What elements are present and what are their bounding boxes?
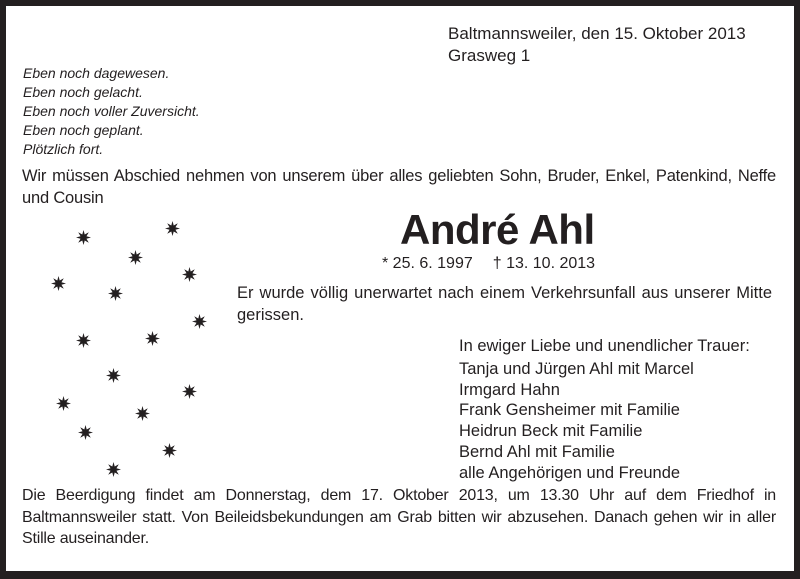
mourner-name: Tanja und Jürgen Ahl mit Marcel bbox=[459, 359, 694, 378]
poem-line: Eben noch geplant. bbox=[23, 122, 144, 138]
mourner-name: Frank Gensheimer mit Familie bbox=[459, 401, 680, 420]
eight-pointed-star-icon bbox=[162, 443, 177, 458]
eight-pointed-star-icon bbox=[108, 286, 123, 301]
intro-text: Wir müssen Abschied nehmen von unserem über alles geliebten Sohn, Bruder, Enkel, Patenkind, Neffe und Cousin bbox=[22, 167, 776, 207]
poem-line: Eben noch voller Zuversicht. bbox=[23, 103, 200, 119]
eight-pointed-star-icon bbox=[106, 368, 121, 383]
death-date: † 13. 10. 2013 bbox=[492, 255, 596, 272]
eight-pointed-star-icon bbox=[182, 384, 197, 399]
funeral-info: Die Beerdigung findet am Donnerstag, dem 17. Oktober 2013, um 13.30 Uhr auf dem Friedhof in Baltmannsweiler statt. Von Beileidsbekundungen am Grab bitten wir abzusehen. Danach gehen wir in aller Stille auseinander. bbox=[22, 487, 776, 547]
poem-line: Eben noch dagewesen. bbox=[23, 65, 170, 81]
eight-pointed-star-icon bbox=[106, 462, 121, 477]
mourners-lead: In ewiger Liebe und unendlicher Trauer: bbox=[459, 337, 750, 355]
eight-pointed-star-icon bbox=[135, 406, 150, 421]
poem-line: Plötzlich fort. bbox=[23, 141, 104, 157]
header-block bbox=[448, 23, 746, 67]
eight-pointed-star-icon bbox=[192, 314, 207, 329]
eight-pointed-star-icon bbox=[165, 221, 180, 236]
poem bbox=[23, 64, 200, 159]
mourner-name: Irmgard Hahn bbox=[459, 380, 560, 399]
message-text: Er wurde völlig unerwartet nach einem Verkehrsunfall aus unserer Mitte gerissen. bbox=[237, 284, 772, 324]
mourner-name: Heidrun Beck mit Familie bbox=[459, 422, 643, 441]
birth-date: * 25. 6. 1997 bbox=[382, 255, 473, 272]
place-date: Baltmannsweiler, den 15. Oktober 2013 bbox=[448, 24, 746, 43]
mourner-name: alle Angehörigen und Freunde bbox=[459, 463, 681, 482]
mourners-block bbox=[459, 336, 750, 484]
deceased-name: André Ahl bbox=[400, 206, 595, 253]
eight-pointed-star-icon bbox=[182, 267, 197, 282]
eight-pointed-star-icon bbox=[128, 250, 143, 265]
mourner-name: Bernd Ahl mit Familie bbox=[459, 442, 615, 461]
eight-pointed-star-icon bbox=[76, 230, 91, 245]
eight-pointed-star-icon bbox=[51, 276, 66, 291]
eight-pointed-star-icon bbox=[76, 333, 91, 348]
poem-line: Eben noch gelacht. bbox=[23, 84, 143, 100]
eight-pointed-star-icon bbox=[78, 425, 93, 440]
life-dates bbox=[382, 254, 595, 274]
address: Grasweg 1 bbox=[448, 46, 531, 65]
eight-pointed-star-icon bbox=[56, 396, 71, 411]
eight-pointed-star-icon bbox=[145, 331, 160, 346]
